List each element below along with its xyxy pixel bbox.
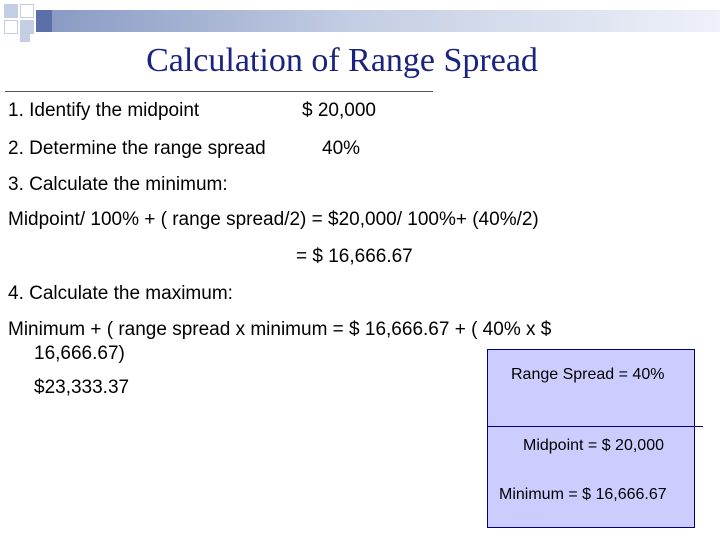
step2-label: 2. Determine the range spread xyxy=(8,138,266,159)
step3-label: 3. Calculate the minimum: xyxy=(8,174,228,195)
title-underline xyxy=(5,91,433,92)
decor-square xyxy=(4,4,18,18)
step1-label: 1. Identify the midpoint xyxy=(8,100,200,121)
step4-label: 4. Calculate the maximum: xyxy=(8,283,233,304)
decor-square xyxy=(4,20,18,34)
summary-minimum: Minimum = $ 16,666.67 xyxy=(499,486,667,503)
corner-squares-decoration xyxy=(0,0,60,45)
summary-box-divider xyxy=(488,426,703,427)
step4-result: $23,333.37 xyxy=(34,377,130,398)
step3-result: = $ 16,666.67 xyxy=(296,246,413,267)
decor-square xyxy=(20,4,34,18)
decor-square xyxy=(36,10,52,32)
decor-square xyxy=(20,34,30,42)
step4-formula-line1: Minimum + ( range spread x minimum = $ 16,666.67 + ( 40% x $ xyxy=(8,319,552,340)
step1-value: $ 20,000 xyxy=(302,100,376,121)
page-title: Calculation of Range Spread xyxy=(146,42,538,79)
step4-formula-line2: 16,666.67) xyxy=(34,343,125,364)
step2-value: 40% xyxy=(322,138,361,159)
header-gradient-bar xyxy=(52,10,720,32)
summary-midpoint: Midpoint = $ 20,000 xyxy=(523,437,664,454)
summary-range-spread: Range Spread = 40% xyxy=(511,366,665,383)
decor-square xyxy=(20,20,34,34)
step3-formula: Midpoint/ 100% + ( range spread/2) = $20,000/ 100%+ (40%/2) xyxy=(8,209,539,230)
